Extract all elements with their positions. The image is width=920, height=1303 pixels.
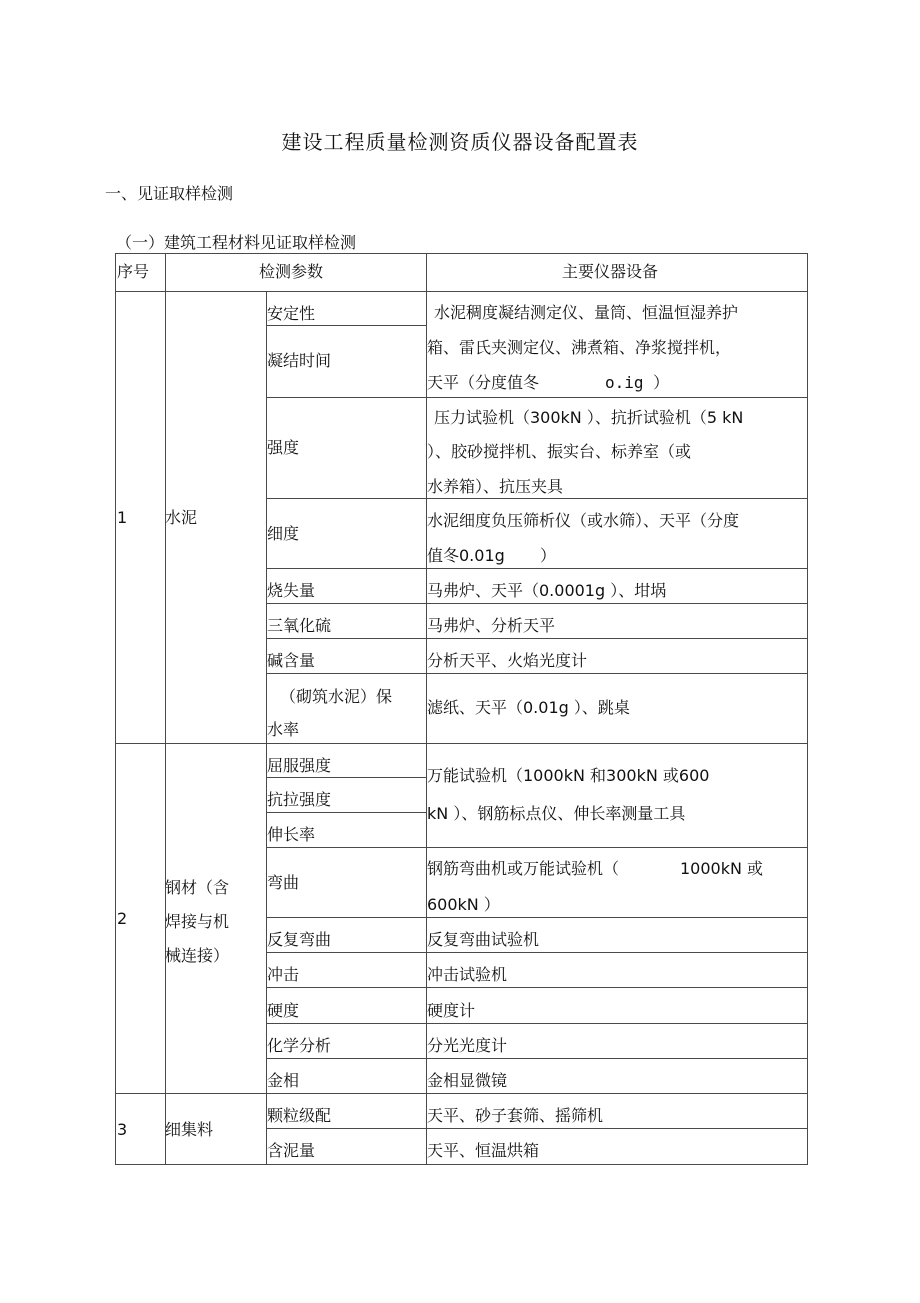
row-number: 2 [117, 909, 128, 928]
row-line [266, 847, 808, 848]
table-border-top [115, 253, 808, 254]
category-label: 焊接与机 [165, 912, 230, 931]
row-number: 1 [117, 508, 128, 527]
row-line [115, 291, 808, 292]
equip-text: o.ig ） [605, 373, 670, 392]
table-border-left [115, 253, 116, 1165]
param-label: 冲击 [267, 965, 300, 984]
param-label: 伸长率 [267, 825, 316, 844]
equip-text: 分析天平、火焰光度计 [427, 651, 588, 670]
equip-text: 600kN ） [427, 895, 500, 914]
category-label: 械连接） [165, 946, 230, 965]
param-label: 屈服强度 [267, 756, 332, 775]
category-label: 细集料 [165, 1120, 214, 1139]
equip-text: 水泥稠度凝结测定仪、量筒、恒温恒湿养护 [434, 303, 739, 322]
param-label: 强度 [267, 438, 300, 457]
equip-text: ）、胶砂搅拌机、振实台、标养室（或 [427, 442, 692, 461]
page-title: 建设工程质量检测资质仪器设备配置表 [281, 130, 639, 154]
equip-text: ） [540, 546, 557, 565]
equip-text: 硬度计 [427, 1001, 476, 1020]
equip-text: 分光光度计 [427, 1036, 508, 1055]
row-line [266, 1058, 808, 1059]
param-label: 化学分析 [267, 1036, 332, 1055]
header-equip: 主要仪器设备 [562, 262, 659, 281]
equip-text: kN ）、钢筋标点仪、伸长率测量工具 [427, 804, 686, 823]
header-no: 序号 [117, 262, 150, 281]
param-label: 弯曲 [267, 873, 300, 892]
param-label: 含泥量 [267, 1141, 316, 1160]
equip-text: 马弗炉、分析天平 [427, 616, 556, 635]
param-label: 金相 [267, 1071, 300, 1090]
equip-text: 压力试验机（300kN ）、抗折试验机（5 kN [434, 408, 744, 427]
equip-text: 钢筋弯曲机或万能试验机（ [427, 859, 620, 878]
row-line [266, 987, 808, 988]
category-label: 钢材（含 [165, 878, 230, 897]
equip-text: 水泥细度负压筛析仪（或水筛）、天平（分度 [427, 511, 740, 530]
equip-text: 马弗炉、天平（0.0001g ）、坩埚 [427, 581, 667, 600]
equip-text: 金相显微镜 [427, 1071, 508, 1090]
header-param: 检测参数 [259, 262, 324, 281]
equip-text: 冲击试验机 [427, 965, 508, 984]
param-label: 碱含量 [267, 651, 316, 670]
row-line [115, 743, 808, 744]
table-border-right [807, 253, 808, 1165]
equip-text: 值冬0.01g [427, 546, 505, 565]
param-label: 细度 [267, 524, 300, 543]
param-label: 烧失量 [267, 581, 316, 600]
row-number: 3 [117, 1120, 128, 1139]
row-line [266, 917, 808, 918]
row-line [266, 1023, 808, 1024]
equip-text: 滤纸、天平（0.01g ）、跳桌 [427, 698, 630, 717]
param-label: 安定性 [267, 304, 316, 323]
equip-text: 水养箱）、抗压夹具 [427, 477, 564, 496]
param-label: 颗粒级配 [267, 1106, 332, 1125]
equip-text: 万能试验机（1000kN 和300kN 或600 [427, 766, 710, 785]
param-label: 凝结时间 [267, 351, 332, 370]
row-line [266, 568, 808, 569]
col-divider-no [165, 253, 166, 1165]
equip-text: 箱、雷氏夹测定仪、沸煮箱、净浆搅拌机， [427, 338, 732, 357]
equip-text: 天平、砂子套筛、摇筛机 [427, 1106, 604, 1125]
equip-text: 1000kN 或 [680, 859, 764, 878]
equip-text: 反复弯曲试验机 [427, 930, 540, 949]
param-label: 水率 [267, 720, 300, 739]
param-label: 抗拉强度 [267, 790, 332, 809]
param-label: 硬度 [267, 1001, 300, 1020]
subsection-heading: （一）建筑工程材料见证取样检测 [116, 233, 357, 252]
param-label: 三氧化硫 [267, 616, 332, 635]
section-heading: 一、见证取样检测 [105, 184, 234, 203]
equip-text: 天平（分度值冬 [427, 373, 540, 392]
param-label: 反复弯曲 [267, 930, 332, 949]
param-label: （砌筑水泥）保 [280, 687, 393, 706]
equipment-table [115, 253, 808, 1165]
category-label: 水泥 [165, 508, 198, 527]
equip-text: 天平、恒温烘箱 [427, 1141, 540, 1160]
